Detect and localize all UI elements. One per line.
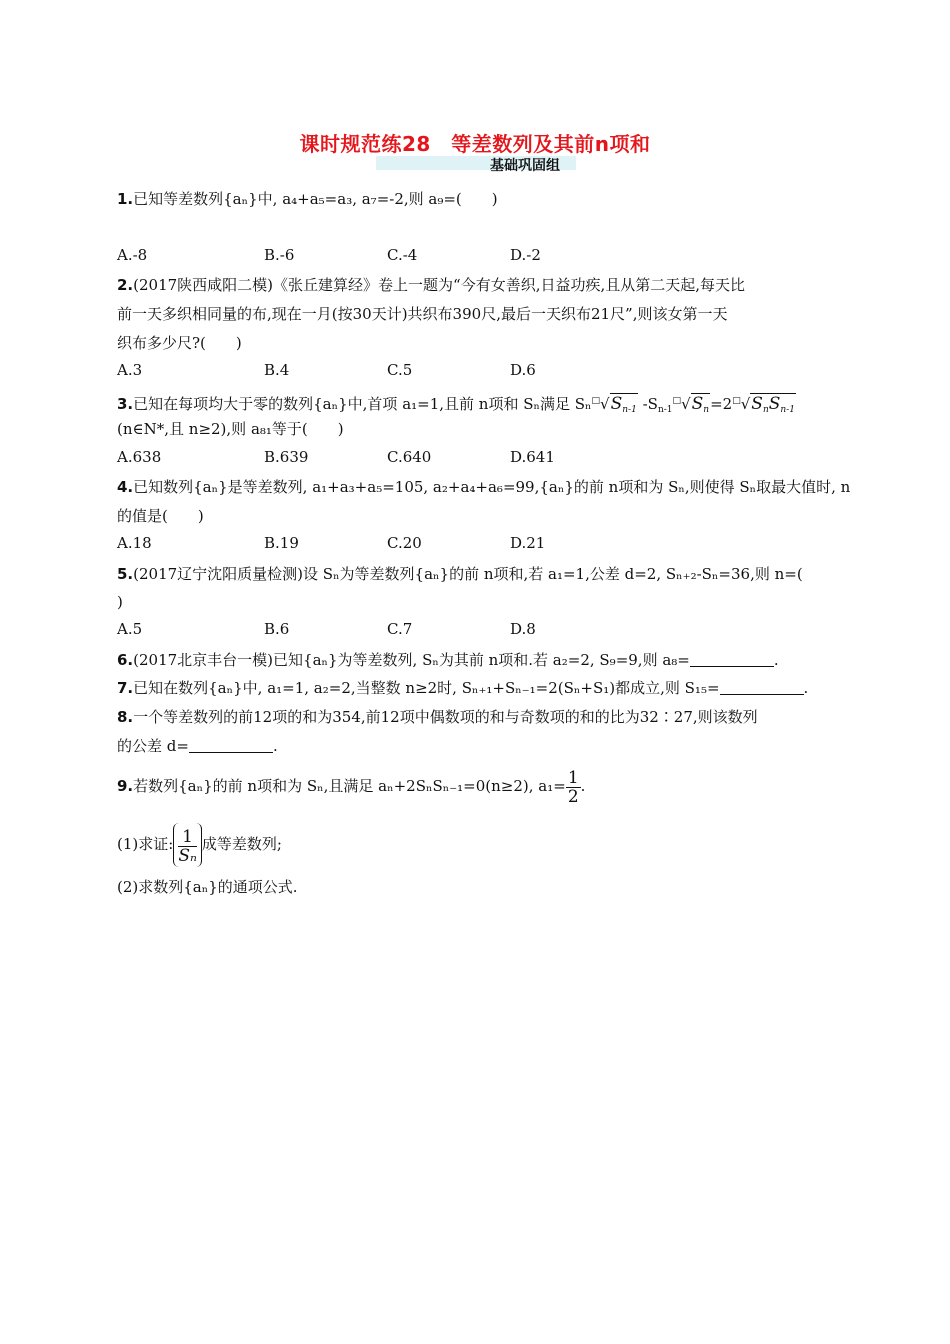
option-a: A.18	[117, 534, 152, 552]
question-9-part-2: (2)求数列{aₙ}的通项公式.	[117, 878, 298, 896]
option-d: D.641	[510, 448, 555, 466]
question-text: (2017北京丰台一模)已知{aₙ}为等差数列, Sₙ为其前 n项和.若 a₂=2, S₉=9,则 a₈=	[133, 651, 690, 669]
question-2-line-3: 织布多少尺?( )	[117, 334, 242, 352]
question-number: 2.	[117, 276, 134, 294]
question-6	[117, 649, 779, 671]
page-title: 课时规范练28 等差数列及其前n项和	[299, 132, 651, 156]
question-text: 已知数列{aₙ}是等差数列, a₁+a₃+a₅=105, a₂+a₄+a₆=99,{aₙ}的前 n项和为 Sₙ,则使得 Sₙ取最大值时, n	[133, 478, 851, 496]
option-c: C.20	[387, 534, 422, 552]
question-text: 已知在数列{aₙ}中, a₁=1, a₂=2,当整数 n≥2时, Sₙ₊₁+Sₙ₋₁=2(Sₙ+S₁)都成立,则 S₁₅=	[133, 679, 720, 697]
option-a: A.5	[117, 620, 143, 638]
part-text: 成等差数列;	[201, 835, 282, 853]
period: .	[580, 777, 586, 795]
question-text: (2017陕西咸阳二模)《张丘建算经》卷上一题为“今有女善织,日益功疾,且从第二天起,每天比	[133, 276, 745, 294]
option-b: B.6	[264, 620, 290, 638]
section-title: 基础巩固组	[490, 158, 560, 174]
option-b: B.4	[264, 361, 290, 379]
question-text: 的公差 d=	[117, 737, 189, 755]
period: .	[272, 737, 278, 755]
question-2	[117, 274, 745, 296]
option-c: C.7	[387, 620, 413, 638]
question-number: 9.	[117, 777, 134, 795]
fraction: $\frac{1}{2}$	[567, 767, 579, 807]
option-c: C.640	[387, 448, 432, 466]
question-7	[117, 677, 808, 699]
question-number: 3.	[117, 395, 134, 413]
formula: $^□√S_{n-1}$ $-S_{n-1}^□√S_n=2^□√S_nS_{n-1}$	[591, 394, 795, 415]
question-3-line-2: (n∈N*,且 n≥2),则 a₈₁等于( )	[117, 420, 344, 438]
question-number: 4.	[117, 478, 134, 496]
question-text: 一个等差数列的前12项的和为354,前12项中偶数项的和与奇数项的和的比为32∶27,则该数列	[133, 708, 758, 726]
period: .	[803, 679, 809, 697]
question-number: 6.	[117, 651, 134, 669]
option-d: D.8	[510, 620, 536, 638]
question-5-line-2: )	[117, 593, 123, 611]
question-8	[117, 706, 758, 728]
option-d: D.6	[510, 361, 536, 379]
question-9	[117, 766, 585, 806]
question-text: 已知等差数列{aₙ}中, a₄+a₅=a₃, a₇=-2,则 a₉=( )	[133, 190, 498, 208]
question-1	[117, 188, 498, 210]
question-9-part-1	[117, 822, 282, 867]
option-b: B.639	[264, 448, 309, 466]
question-number: 1.	[117, 190, 134, 208]
option-d: D.21	[510, 534, 546, 552]
question-text: 若数列{aₙ}的前 n项和为 Sₙ,且满足 aₙ+2SₙSₙ₋₁=0(n≥2), a₁=	[133, 777, 566, 795]
question-4-line-2: 的值是( )	[117, 507, 204, 525]
question-5	[117, 563, 803, 585]
question-2-line-2: 前一天多织相同量的布,现在一月(按30天计)共织布390尺,最后一天织布21尺”,则该女第一天	[117, 305, 728, 323]
option-b: B.19	[264, 534, 299, 552]
question-number: 7.	[117, 679, 134, 697]
option-a: A.638	[117, 448, 162, 466]
option-d: D.-2	[510, 246, 541, 264]
answer-blank[interactable]	[720, 680, 804, 695]
part-label: (1)求证:	[117, 835, 174, 853]
question-text: 已知在每项均大于零的数列{aₙ}中,首项 a₁=1,且前 n项和 Sₙ满足 Sₙ	[133, 395, 592, 413]
answer-blank[interactable]	[189, 738, 273, 753]
option-a: A.3	[117, 361, 143, 379]
option-a: A.-8	[117, 246, 148, 264]
option-c: C.-4	[387, 246, 418, 264]
question-text: (2017辽宁沈阳质量检测)设 Sₙ为等差数列{aₙ}的前 n项和,若 a₁=1,公差 d=2, Sₙ₊₂-Sₙ=36,则 n=(	[133, 565, 803, 583]
question-8-line-2	[117, 735, 278, 757]
period: .	[773, 651, 779, 669]
option-b: B.-6	[264, 246, 295, 264]
question-number: 5.	[117, 565, 134, 583]
question-number: 8.	[117, 708, 134, 726]
set-brace: $\frac{1}{\text{Sₙ}}$	[173, 823, 202, 867]
question-4	[117, 476, 850, 498]
option-c: C.5	[387, 361, 413, 379]
answer-blank[interactable]	[690, 652, 774, 667]
question-3	[117, 390, 796, 415]
